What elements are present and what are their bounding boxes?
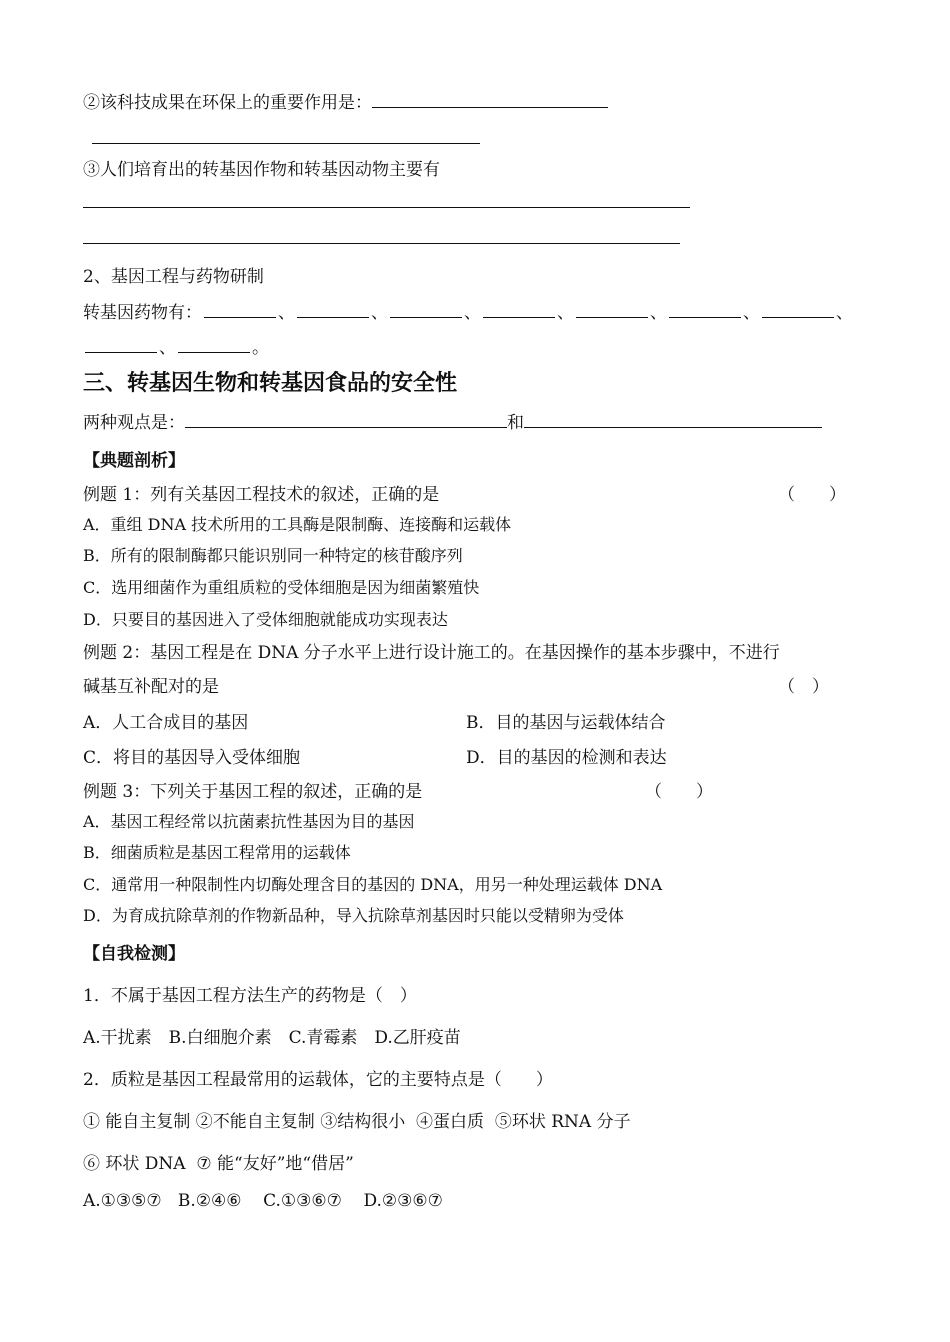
q1-answer-paren[interactable]: （ ）: [778, 485, 846, 505]
item-2-line: [83, 88, 608, 113]
analysis-heading-text: 【典题剖析】: [83, 451, 185, 471]
answer-blank-line[interactable]: [92, 143, 480, 144]
separator: 、: [743, 303, 760, 323]
sc-q2-options: A.①③⑤⑦ B.②④⑥ C.①③⑥⑦ D.②③⑥⑦: [83, 1191, 443, 1211]
item-3-line: [83, 155, 440, 180]
separator: 、: [159, 338, 176, 358]
answer-blank-line[interactable]: [83, 207, 690, 208]
and-text: 和: [507, 413, 524, 433]
selfcheck-heading: 【自我检测】: [83, 944, 185, 964]
period: 。: [252, 338, 269, 358]
drug-blank-5[interactable]: [576, 300, 648, 318]
views-line: [83, 408, 822, 433]
q1-option-d: D．只要目的基因进入了受体细胞就能成功实现表达: [83, 610, 448, 629]
drug-blank-2[interactable]: [297, 300, 369, 318]
section-3-heading: [83, 366, 457, 397]
drugs-line: [83, 298, 853, 323]
view-blank-2[interactable]: [524, 410, 822, 428]
drug-blank-6[interactable]: [669, 300, 741, 318]
drugs-line-2: [83, 333, 269, 358]
drugs-label: 转基因药物有：: [83, 303, 202, 323]
sc-q2-items-1: ① 能自主复制 ②不能自主复制 ③结构很小 ④蛋白质 ⑤环状 RNA 分子: [83, 1112, 631, 1132]
analysis-heading: [83, 446, 185, 471]
separator: 、: [557, 303, 574, 323]
views-label: 两种观点是：: [83, 413, 185, 433]
drug-blank-3[interactable]: [390, 300, 462, 318]
q3-option-b: B．细菌质粒是基因工程常用的运载体: [83, 843, 351, 862]
drug-blank-8[interactable]: [85, 335, 157, 353]
item-3-text: ③人们培育出的转基因作物和转基因动物主要有: [83, 160, 440, 180]
q2-option-b: B．目的基因与运载体结合: [466, 713, 666, 733]
sc-q2-items-2: ⑥ 环状 DNA ⑦ 能“友好”地“借居”: [83, 1154, 354, 1174]
separator: 、: [650, 303, 667, 323]
subsection-2-title: [83, 262, 264, 287]
separator: 、: [836, 303, 853, 323]
drug-blank-9[interactable]: [178, 335, 250, 353]
q1-stem-text: 例题 1：列有关基因工程技术的叙述，正确的是: [83, 485, 440, 505]
q1-option-b: B．所有的限制酶都只能识别同一种特定的核苷酸序列: [83, 546, 463, 565]
q1-stem: [83, 480, 439, 505]
q2-option-a: A．人工合成目的基因: [83, 713, 249, 733]
drug-blank-7[interactable]: [762, 300, 834, 318]
q1-option-c: C．选用细菌作为重组质粒的受体细胞是因为细菌繁殖快: [83, 578, 480, 597]
sc-q1-options: A.干扰素 B.白细胞介素 C.青霉素 D.乙肝疫苗: [83, 1028, 461, 1048]
q2-stem-2: 碱基互补配对的是: [83, 677, 219, 697]
sc-q2: 2．质粒是基因工程最常用的运载体，它的主要特点是（ ）: [83, 1070, 553, 1090]
q2-stem-1: 例题 2：基因工程是在 DNA 分子水平上进行设计施工的。在基因操作的基本步骤中，不进行: [83, 643, 780, 663]
q1-option-a: A．重组 DNA 技术所用的工具酶是限制酶、连接酶和运载体: [83, 515, 512, 534]
q2-answer-paren[interactable]: （ ）: [778, 677, 829, 697]
q3-option-c: C．通常用一种限制性内切酶处理含目的基因的 DNA，用另一种处理运载体 DNA: [83, 875, 663, 894]
drug-blank-4[interactable]: [483, 300, 555, 318]
q3-option-a: A．基因工程经常以抗菌素抗性基因为目的基因: [83, 812, 415, 831]
view-blank-1[interactable]: [185, 410, 507, 428]
answer-blank-line[interactable]: [83, 243, 680, 244]
drug-blank-1[interactable]: [204, 300, 276, 318]
separator: 、: [371, 303, 388, 323]
item-2-text: ②该科技成果在环保上的重要作用是：: [83, 93, 372, 113]
q2-option-d: D．目的基因的检测和表达: [466, 748, 667, 768]
q3-answer-paren[interactable]: （ ）: [645, 782, 713, 802]
answer-blank[interactable]: [372, 90, 608, 108]
sc-q1: 1．不属于基因工程方法生产的药物是（ ）: [83, 986, 417, 1006]
separator: 、: [278, 303, 295, 323]
separator: 、: [464, 303, 481, 323]
subsection-2-title-text: 2、基因工程与药物研制: [83, 267, 264, 287]
q3-option-d: D．为育成抗除草剂的作物新品种，导入抗除草剂基因时只能以受精卵为受体: [83, 906, 624, 925]
section-3-heading-text: 三、转基因生物和转基因食品的安全性: [83, 371, 458, 396]
q3-stem: 例题 3：下列关于基因工程的叙述，正确的是: [83, 782, 423, 802]
q2-option-c: C．将目的基因导入受体细胞: [83, 748, 301, 768]
